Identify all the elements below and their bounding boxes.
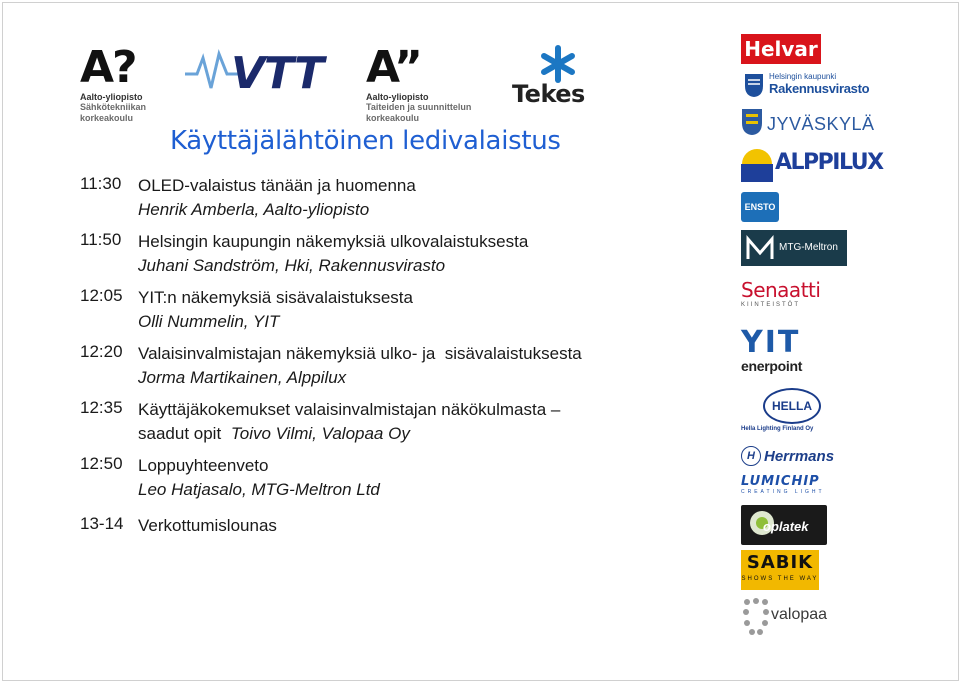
lumichip-logo: LUMICHIP CREATING LIGHT — [741, 474, 825, 495]
agenda-topic: Verkottumislounas — [138, 516, 277, 535]
agenda-time: 12:05 — [80, 286, 123, 305]
agenda-speaker: Henrik Amberla, Aalto-yliopisto — [138, 200, 370, 219]
hki-rakennusvirasto-logo: Helsingin kaupunki Rakennusvirasto — [741, 70, 881, 100]
agenda-time: 12:50 — [80, 454, 123, 473]
agenda-time: 11:30 — [80, 174, 122, 193]
mtg-meltron-logo: MTG-Meltron — [741, 230, 847, 266]
hella-logo: HELLA Hella Lighting Finland Oy — [741, 388, 841, 438]
agenda-topic: YIT:n näkemyksiä sisävalaistuksesta — [138, 288, 413, 307]
tekes-snowflake-icon — [510, 44, 610, 84]
agenda-item — [80, 454, 730, 502]
agenda-speaker: Olli Nummelin, YIT — [138, 312, 280, 331]
agenda-item — [80, 230, 730, 278]
vtt-logo — [183, 44, 338, 98]
agenda-topic-continued: saadut opit — [138, 424, 222, 443]
oplatek-logo: oplatek — [741, 505, 827, 545]
agenda-topic: Helsingin kaupungin näkemyksiä ulkovalaistuksesta — [138, 232, 529, 251]
agenda-speaker: Jorma Martikainen, Alppilux — [138, 368, 347, 387]
agenda-item — [80, 398, 730, 446]
agenda-topic: OLED-valaistus tänään ja huomenna — [138, 176, 416, 195]
aalto-elec-line-2: Sähkötekniikan — [80, 102, 147, 113]
aalto-arts-line-1: Aalto-yliopisto — [366, 92, 429, 102]
agenda-time: 12:20 — [80, 342, 123, 361]
helvar-logo: Helvar — [741, 34, 821, 64]
herrmans-logo: H Herrmans — [741, 446, 861, 468]
aalto-arts-mark: A” — [366, 42, 421, 93]
alppilux-sun-icon — [741, 146, 773, 182]
valopaa-dots-icon — [741, 596, 771, 638]
senaatti-logo: Senaatti KIINTEISTÖT — [741, 278, 821, 308]
agenda-topic: Käyttäjäkokemukset valaisinvalmistajan näkökulmasta – — [138, 400, 561, 419]
helsinki-crest-icon — [743, 72, 765, 98]
alppilux-logo: ALPPILUX — [741, 146, 871, 184]
aalto-arts-line-3: korkeakoulu — [366, 112, 420, 123]
jyvaskyla-logo: JYVÄSKYLÄ — [741, 108, 881, 138]
agenda-topic: Valaisinvalmistajan näkemyksiä ulko- ja sisävalaistuksesta — [138, 344, 582, 363]
agenda-speaker-inline: Toivo Vilmi, Valopaa Oy — [230, 424, 410, 443]
aalto-arts-logo — [366, 44, 481, 124]
ensto-logo: ENSTO — [741, 192, 779, 222]
aalto-mark: A? — [80, 42, 136, 93]
aalto-elec-line-3: korkeakoulu — [80, 112, 134, 123]
aalto-elec-line-1: Aalto-yliopisto — [80, 92, 143, 102]
mtg-m-icon — [745, 233, 775, 263]
tekes-logo — [510, 44, 610, 110]
agenda-time: 11:50 — [80, 230, 122, 249]
vtt-wordmark: VTT — [231, 48, 324, 99]
aalto-arts-line-2: Taiteiden ja suunnittelun — [366, 102, 472, 113]
valopaa-logo: valopaa — [741, 596, 841, 640]
agenda-item — [80, 174, 730, 222]
page-title: Käyttäjälähtöinen ledivalaistus — [170, 126, 561, 156]
jyvaskyla-crest-icon — [741, 108, 763, 136]
agenda-item — [80, 342, 730, 390]
agenda-topic: Loppuyhteenveto — [138, 456, 269, 475]
agenda-time: 13-14 — [80, 514, 124, 533]
agenda-speaker: Leo Hatjasalo, MTG-Meltron Ltd — [138, 480, 380, 499]
agenda-time: 12:35 — [80, 398, 123, 417]
sabik-logo: SABIK SHOWS THE WAY — [741, 550, 819, 590]
tekes-wordmark: Tekes — [512, 80, 585, 108]
agenda-list — [80, 174, 730, 546]
agenda-item — [80, 286, 730, 334]
herrmans-h-icon: H — [741, 446, 761, 466]
agenda-item — [80, 514, 730, 538]
aalto-electrical-logo — [80, 44, 175, 124]
yit-enerpoint-logo: YIT enerpoint — [741, 325, 803, 374]
agenda-speaker: Juhani Sandström, Hki, Rakennusvirasto — [138, 256, 446, 275]
